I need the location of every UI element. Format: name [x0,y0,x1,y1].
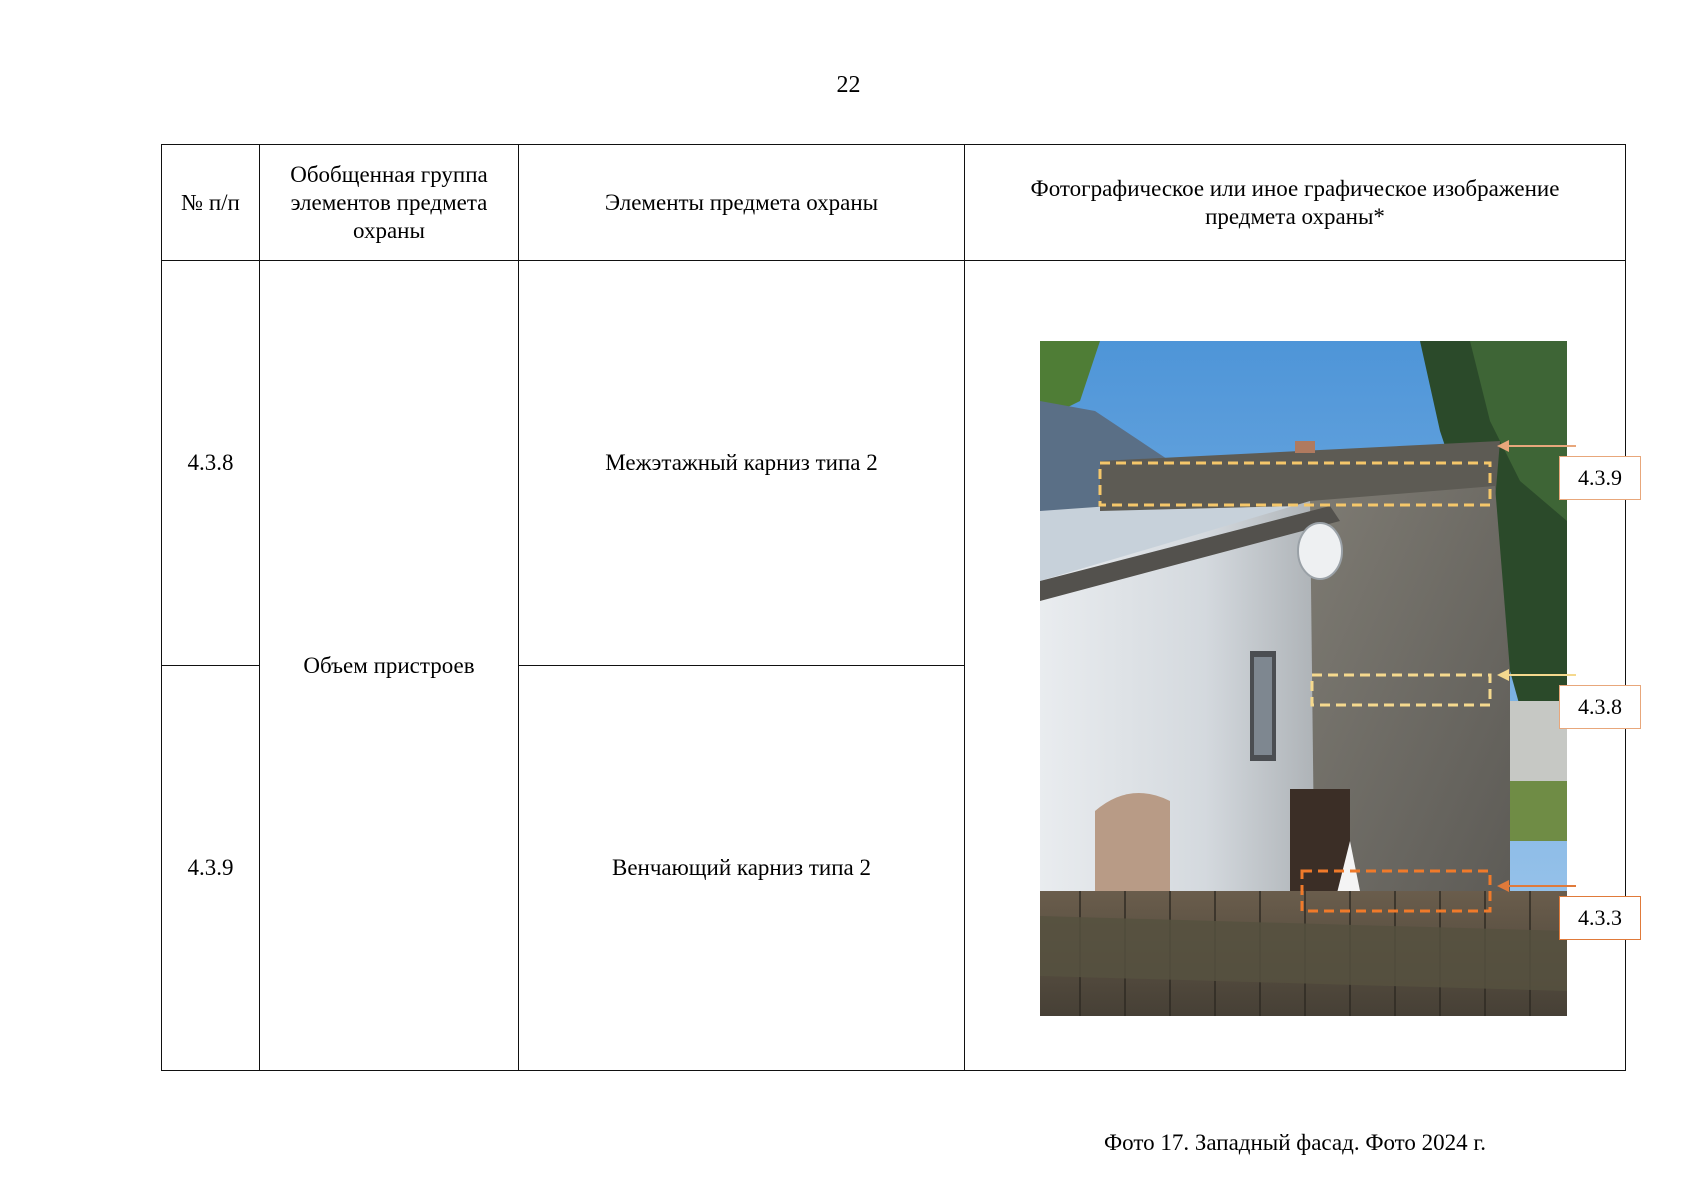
page-number: 22 [836,72,861,98]
protection-elements-table [161,144,1626,1155]
row-number: 4.3.9 [162,666,260,1071]
group-cell: Объем пристроев [260,261,519,1071]
photo-figure [977,316,1641,1016]
table-header-row [162,145,1626,261]
row-number: 4.3.8 [162,261,260,666]
callout-label: 4.3.8 [1559,685,1641,729]
header-image: Фотографическое или иное графическое изображение предмета охраны* [965,145,1626,261]
header-elements: Элементы предмета охраны [519,145,965,261]
header-group: Обобщенная группа элементов предмета охраны [260,145,519,261]
callout-label: 4.3.9 [1559,456,1641,500]
facade-photo [977,316,1641,1016]
table-row [162,261,1626,666]
element-cell: Венчающий карниз типа 2 [519,666,965,1071]
callout-label: 4.3.3 [1559,896,1641,940]
header-number: № п/п [162,145,260,261]
element-cell: Межэтажный карниз типа 2 [519,261,965,666]
photo-caption: Фото 17. Западный фасад. Фото 2024 г. [1103,1130,1487,1155]
photo-cell [965,261,1626,1155]
